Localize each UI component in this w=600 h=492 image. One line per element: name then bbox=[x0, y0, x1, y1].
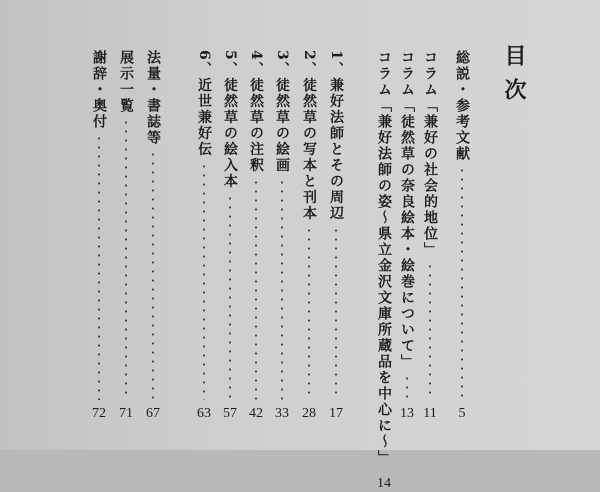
toc-entry-text: 6、近世兼好伝 bbox=[196, 50, 212, 158]
toc-entry-page: 11 bbox=[423, 406, 437, 421]
toc-entry-page: 13 bbox=[400, 406, 414, 421]
toc-entry-page: 17 bbox=[329, 406, 343, 421]
toc-entry-page: 71 bbox=[119, 406, 133, 421]
toc-entry-text: コラム「徒然草の奈良絵本・絵巻について」 bbox=[399, 50, 415, 370]
toc-entry bbox=[246, 50, 266, 422]
toc-entry-text: 謝辞・奥付 bbox=[91, 50, 107, 130]
toc-entry-text: 法量・書誌等 bbox=[145, 50, 161, 146]
leader-dots bbox=[461, 166, 463, 400]
leader-dots bbox=[125, 118, 127, 400]
toc-entry-text: 2、徒然草の写本と刊本 bbox=[301, 50, 317, 222]
leader-dots bbox=[406, 374, 408, 400]
toc-entry bbox=[89, 50, 109, 422]
toc-entry bbox=[194, 50, 214, 422]
leader-dots bbox=[98, 134, 100, 400]
toc-entry-page: 33 bbox=[275, 406, 289, 421]
leader-dots bbox=[335, 226, 337, 400]
toc-entry bbox=[374, 50, 394, 491]
toc-entry bbox=[143, 50, 163, 422]
toc-entry-text: 1、兼好法師とその周辺 bbox=[328, 50, 344, 222]
leader-dots bbox=[255, 178, 257, 400]
toc-entry-page: 42 bbox=[249, 406, 263, 421]
toc-entry bbox=[452, 50, 472, 422]
toc-entry bbox=[420, 50, 440, 422]
toc-entry-page: 14 bbox=[377, 476, 391, 491]
toc-entry bbox=[116, 50, 136, 422]
toc-entry bbox=[397, 50, 417, 422]
toc-entry-page: 67 bbox=[146, 406, 160, 421]
toc-entry-text: 4、徒然草の注釈 bbox=[248, 50, 264, 174]
toc-entry-page: 5 bbox=[458, 406, 466, 421]
toc-entry bbox=[326, 50, 346, 422]
leader-dots bbox=[152, 150, 154, 400]
toc-entry-text: 3、徒然草の絵画 bbox=[274, 50, 290, 174]
leader-dots bbox=[429, 262, 431, 400]
toc-entry bbox=[272, 50, 292, 422]
toc-entry-text: 5、徒然草の絵入本 bbox=[222, 50, 238, 190]
toc-entry-page: 63 bbox=[197, 406, 211, 421]
toc-entry-page: 72 bbox=[92, 406, 106, 421]
toc-entry bbox=[220, 50, 240, 422]
leader-dots bbox=[281, 178, 283, 400]
leader-dots bbox=[229, 194, 231, 400]
toc-entry-text: 総説・参考文献 bbox=[454, 50, 470, 162]
toc-entry-text: 展示一覧 bbox=[118, 50, 134, 114]
toc-entry-text: コラム「兼好の社会的地位」 bbox=[422, 50, 438, 258]
leader-dots bbox=[308, 226, 310, 400]
toc-entry-page: 28 bbox=[302, 406, 316, 421]
toc-entry bbox=[299, 50, 319, 422]
toc-title: 目次 bbox=[501, 44, 527, 112]
toc-entry-page: 57 bbox=[223, 406, 237, 421]
leader-dots bbox=[203, 162, 205, 400]
toc-entry-text: コラム「兼好法師の姿～県立金沢文庫所蔵品を中心に～」 bbox=[376, 50, 392, 466]
